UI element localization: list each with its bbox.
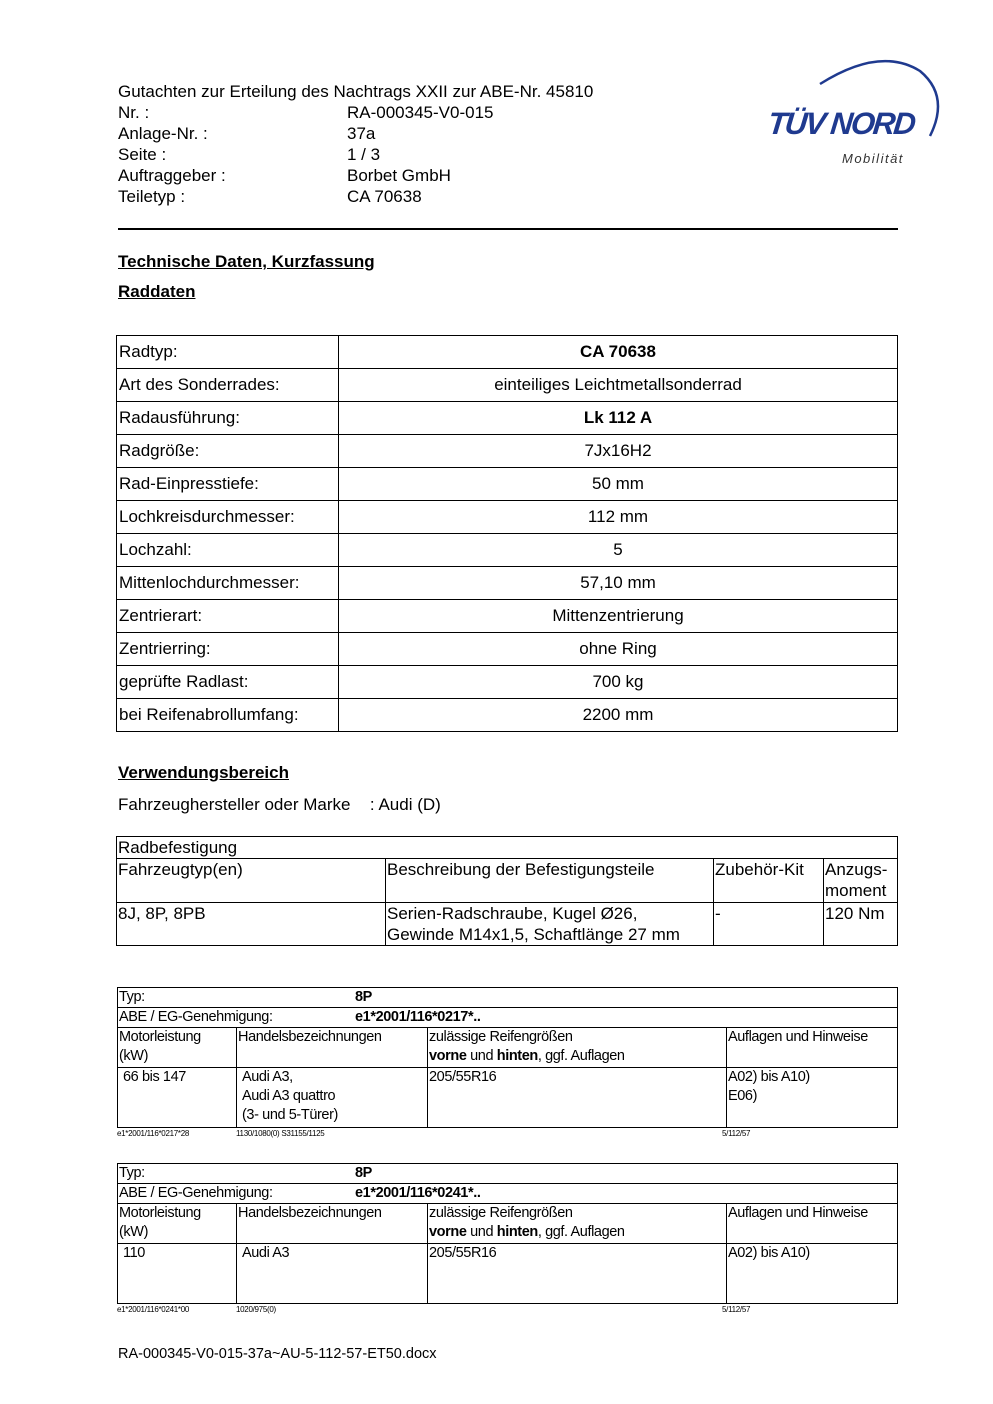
header-reifen-line1: zulässige Reifengrößen — [429, 1029, 573, 1045]
wheel-value: 57,10 mm — [339, 567, 898, 600]
mount-desc-line2: Gewinde M14x1,5, Schaftlänge 27 mm — [387, 925, 680, 944]
mount-header-desc: Beschreibung der Befestigungsteile — [386, 859, 714, 903]
mount-header-torque — [824, 859, 898, 903]
tuv-nord-logo — [760, 56, 945, 171]
header-label: Anlage-Nr. : — [118, 124, 208, 143]
header-row-seite — [118, 144, 493, 165]
torque-header-line2: moment — [825, 881, 887, 900]
header-auflagen: Auflagen und Hinweise — [727, 1028, 898, 1068]
footnote-approval: e1*2001/116*0217*28 — [117, 1129, 190, 1138]
wheel-label: bei Reifenabrollumfang: — [117, 699, 339, 732]
type-value: 8P — [355, 989, 372, 1005]
header-motor-line2: (kW) — [119, 1048, 148, 1064]
wheel-row — [117, 468, 898, 501]
auflagen-line: E06) — [728, 1088, 758, 1104]
wheel-label: Zentrierart: — [117, 600, 339, 633]
report-title: Gutachten zur Erteilung des Nachtrags XXII zur ABE-Nr. 45810 — [118, 82, 594, 101]
wheel-label: Lochkreisdurchmesser: — [117, 501, 339, 534]
cell-motor: 110 — [118, 1244, 237, 1304]
header-divider — [118, 228, 898, 230]
handel-line: Audi A3, — [242, 1069, 293, 1085]
cell-motor: 66 bis 147 — [118, 1068, 237, 1128]
header-motor — [118, 1028, 237, 1068]
header-value: 1 / 3 — [347, 145, 381, 164]
handel-line: Audi A3 quattro — [242, 1088, 336, 1104]
mount-header-types: Fahrzeugtyp(en) — [117, 859, 386, 903]
type-row — [118, 988, 898, 1008]
header-fields — [118, 102, 493, 207]
type-table — [117, 1163, 898, 1304]
logo-subtitle: Mobilität — [842, 151, 904, 166]
mount-cell-kit: - — [714, 903, 824, 946]
wheel-row — [117, 402, 898, 435]
section-title-tech: Technische Daten, Kurzfassung — [118, 252, 375, 271]
header-handel: Handelsbezeichnungen — [237, 1028, 428, 1068]
maker-label: Fahrzeughersteller oder Marke — [118, 795, 351, 814]
footnote-code: 5/112/57 — [722, 1129, 751, 1138]
type-label: Typ: — [119, 989, 145, 1005]
wheel-value: 5 — [339, 534, 898, 567]
wheel-value: ohne Ring — [339, 633, 898, 666]
wheel-row — [117, 633, 898, 666]
wheel-row — [117, 699, 898, 732]
header-value: RA-000345-V0-015 — [347, 103, 494, 122]
wheel-label: Radausführung: — [117, 402, 339, 435]
maker-value: Audi (D) — [378, 795, 441, 814]
wheel-data-table — [116, 335, 898, 732]
cell-reifen: 205/55R16 — [428, 1068, 727, 1128]
mount-cell-torque: 120 Nm — [824, 903, 898, 946]
header-auflagen: Auflagen und Hinweise — [727, 1204, 898, 1244]
mount-desc-line1: Serien-Radschraube, Kugel Ø26, — [387, 904, 638, 923]
wheel-value: 50 mm — [339, 468, 898, 501]
wheel-value: 2200 mm — [339, 699, 898, 732]
reifen-und: und — [466, 1048, 497, 1064]
header-motor-line2: (kW) — [119, 1224, 148, 1240]
wheel-row — [117, 336, 898, 369]
header-reifen — [428, 1028, 727, 1068]
wheel-value: 7Jx16H2 — [339, 435, 898, 468]
header-row-nr — [118, 102, 493, 123]
wheel-row — [117, 435, 898, 468]
abe-label: ABE / EG-Genehmigung: — [119, 1009, 273, 1025]
reifen-auflagen: , ggf. Auflagen — [537, 1048, 625, 1064]
header-motor — [118, 1204, 237, 1244]
wheel-row — [117, 600, 898, 633]
wheel-label: Lochzahl: — [117, 534, 339, 567]
auflagen-line: A02) bis A10) — [728, 1069, 810, 1085]
header-row-auftraggeber — [118, 165, 493, 186]
wheel-label: Mittenlochdurchmesser: — [117, 567, 339, 600]
wheel-row — [117, 501, 898, 534]
cell-auflagen — [727, 1244, 898, 1304]
header-label: Teiletyp : — [118, 187, 186, 206]
wheel-label: Radgröße: — [117, 435, 339, 468]
abe-value: e1*2001/116*0241*.. — [355, 1185, 481, 1201]
maker-separator: : — [369, 795, 375, 814]
wheel-label: Rad-Einpresstiefe: — [117, 468, 339, 501]
type-footnote — [117, 1128, 898, 1141]
mount-header-kit: Zubehör-Kit — [714, 859, 824, 903]
header-reifen — [428, 1204, 727, 1244]
abe-value: e1*2001/116*0217*.. — [355, 1009, 481, 1025]
abe-row — [118, 1008, 898, 1028]
type-table — [117, 987, 898, 1128]
wheel-value: CA 70638 — [339, 336, 898, 369]
handel-line: Audi A3 — [242, 1245, 290, 1261]
header-motor-line1: Motorleistung — [119, 1205, 201, 1221]
wheel-value: 112 mm — [339, 501, 898, 534]
wheel-row — [117, 534, 898, 567]
header-label: Auftraggeber : — [118, 166, 226, 185]
header-label: Nr. : — [118, 103, 150, 122]
vehicle-maker-line — [118, 795, 441, 815]
header-reifen-line2 — [429, 1047, 725, 1066]
cell-auflagen — [727, 1068, 898, 1128]
reifen-vorne: vorne — [429, 1224, 467, 1240]
document-filename: RA-000345-V0-015-37a~AU-5-112-57-ET50.docx — [118, 1346, 437, 1362]
type-value: 8P — [355, 1165, 372, 1181]
abe-label: ABE / EG-Genehmigung: — [119, 1185, 273, 1201]
auflagen-line: A02) bis A10) — [728, 1245, 810, 1261]
type-footnote — [117, 1304, 898, 1317]
mount-cell-desc — [386, 903, 714, 946]
header-value: 37a — [347, 124, 376, 143]
wheel-label: Zentrierring: — [117, 633, 339, 666]
header-handel: Handelsbezeichnungen — [237, 1204, 428, 1244]
footnote-approval: e1*2001/116*0241*00 — [117, 1305, 190, 1314]
header-label: Seite : — [118, 145, 167, 164]
wheel-value: Lk 112 A — [339, 402, 898, 435]
footnote-code: 5/112/57 — [722, 1305, 751, 1314]
mount-title: Radbefestigung — [117, 837, 898, 859]
section-title-raddaten: Raddaten — [118, 282, 196, 301]
wheel-value: Mittenzentrierung — [339, 600, 898, 633]
torque-header-line1: Anzugs- — [825, 860, 888, 879]
reifen-auflagen: , ggf. Auflagen — [537, 1224, 625, 1240]
header-reifen-line2 — [429, 1223, 725, 1242]
abe-row — [118, 1184, 898, 1204]
section-title-verwendung: Verwendungsbereich — [118, 763, 289, 782]
wheel-label: geprüfte Radlast: — [117, 666, 339, 699]
reifen-hinten: hinten — [496, 1224, 538, 1240]
footnote-weights: 1020/975(0) — [236, 1305, 276, 1314]
header-motor-line1: Motorleistung — [119, 1029, 201, 1045]
cell-handel — [237, 1068, 428, 1128]
footnote-weights: 1130/1080(0) S31155/1125 — [236, 1129, 325, 1138]
wheel-value: einteiliges Leichtmetallsonderrad — [339, 369, 898, 402]
reifen-hinten: hinten — [496, 1048, 538, 1064]
cell-handel — [237, 1244, 428, 1304]
cell-reifen: 205/55R16 — [428, 1244, 727, 1304]
wheel-mounting-table — [116, 836, 898, 946]
wheel-label: Art des Sonderrades: — [117, 369, 339, 402]
type-label: Typ: — [119, 1165, 145, 1181]
reifen-vorne: vorne — [429, 1048, 467, 1064]
wheel-value: 700 kg — [339, 666, 898, 699]
header-reifen-line1: zulässige Reifengrößen — [429, 1205, 573, 1221]
type-row — [118, 1164, 898, 1184]
wheel-row — [117, 666, 898, 699]
logo-wordmark: TÜV NORD — [766, 106, 916, 141]
wheel-row — [117, 567, 898, 600]
type-block — [117, 987, 898, 1141]
mount-cell-types: 8J, 8P, 8PB — [117, 903, 386, 946]
header-row-teiletyp — [118, 186, 493, 207]
type-block — [117, 1163, 898, 1317]
reifen-und: und — [466, 1224, 497, 1240]
wheel-row — [117, 369, 898, 402]
header-value: Borbet GmbH — [347, 166, 451, 185]
header-value: CA 70638 — [347, 187, 422, 206]
wheel-label: Radtyp: — [117, 336, 339, 369]
handel-line: (3- und 5-Türer) — [242, 1107, 338, 1123]
header-row-anlage — [118, 123, 493, 144]
